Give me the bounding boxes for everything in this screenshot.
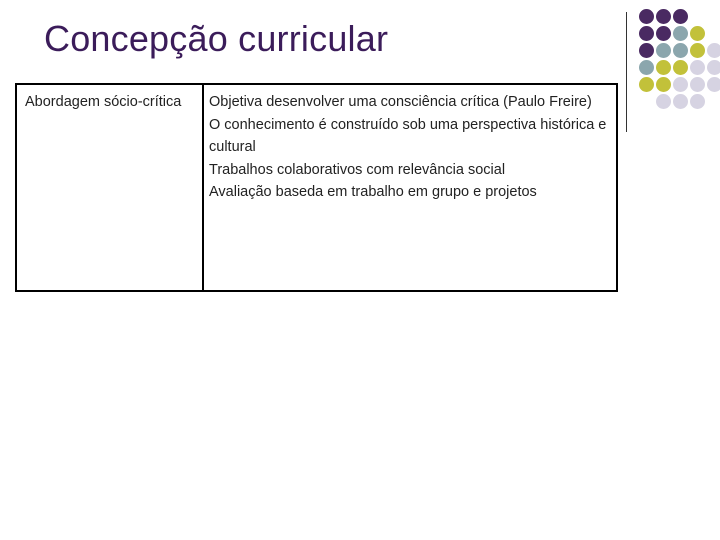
- decorative-dot: [673, 43, 688, 58]
- decorative-dot: [639, 9, 654, 24]
- decorative-dot: [707, 43, 720, 58]
- decorative-divider: [626, 12, 627, 132]
- decorative-dot: [690, 77, 705, 92]
- decorative-dot: [690, 26, 705, 41]
- decorative-dot: [656, 94, 671, 109]
- decorative-dot: [639, 77, 654, 92]
- decorative-dot: [690, 60, 705, 75]
- description-line: Trabalhos colaborativos com relevância social: [209, 161, 506, 178]
- decorative-dot: [673, 94, 688, 109]
- decorative-dot: [673, 26, 688, 41]
- decorative-dot: [707, 77, 720, 92]
- decorative-dot: [673, 60, 688, 75]
- decorative-dot: [673, 9, 688, 24]
- decorative-dot: [656, 77, 671, 92]
- decorative-dot-grid: [639, 9, 720, 121]
- decorative-dot: [656, 60, 671, 75]
- decorative-dot: [656, 9, 671, 24]
- description-cell: [209, 91, 609, 204]
- decorative-dot: [639, 43, 654, 58]
- slide-title: Concepção curricular: [44, 18, 389, 59]
- decorative-dot: [673, 77, 688, 92]
- decorative-dot: [707, 60, 720, 75]
- approach-cell: Abordagem sócio-crítica: [25, 94, 182, 110]
- description-line: Objetiva desenvolver uma consciência crítica (Paulo Freire): [209, 94, 592, 110]
- decorative-dot: [690, 94, 705, 109]
- decorative-dot: [656, 26, 671, 41]
- description-line: O conhecimento é construído sob uma perspectiva histórica e cultural: [209, 116, 607, 155]
- column-divider: [202, 85, 204, 290]
- curriculum-table: [15, 83, 618, 292]
- decorative-dot: [639, 26, 654, 41]
- description-line: Avaliação baseda em trabalho em grupo e projetos: [209, 184, 537, 200]
- decorative-dot: [690, 43, 705, 58]
- decorative-dot: [656, 43, 671, 58]
- decorative-dot: [639, 60, 654, 75]
